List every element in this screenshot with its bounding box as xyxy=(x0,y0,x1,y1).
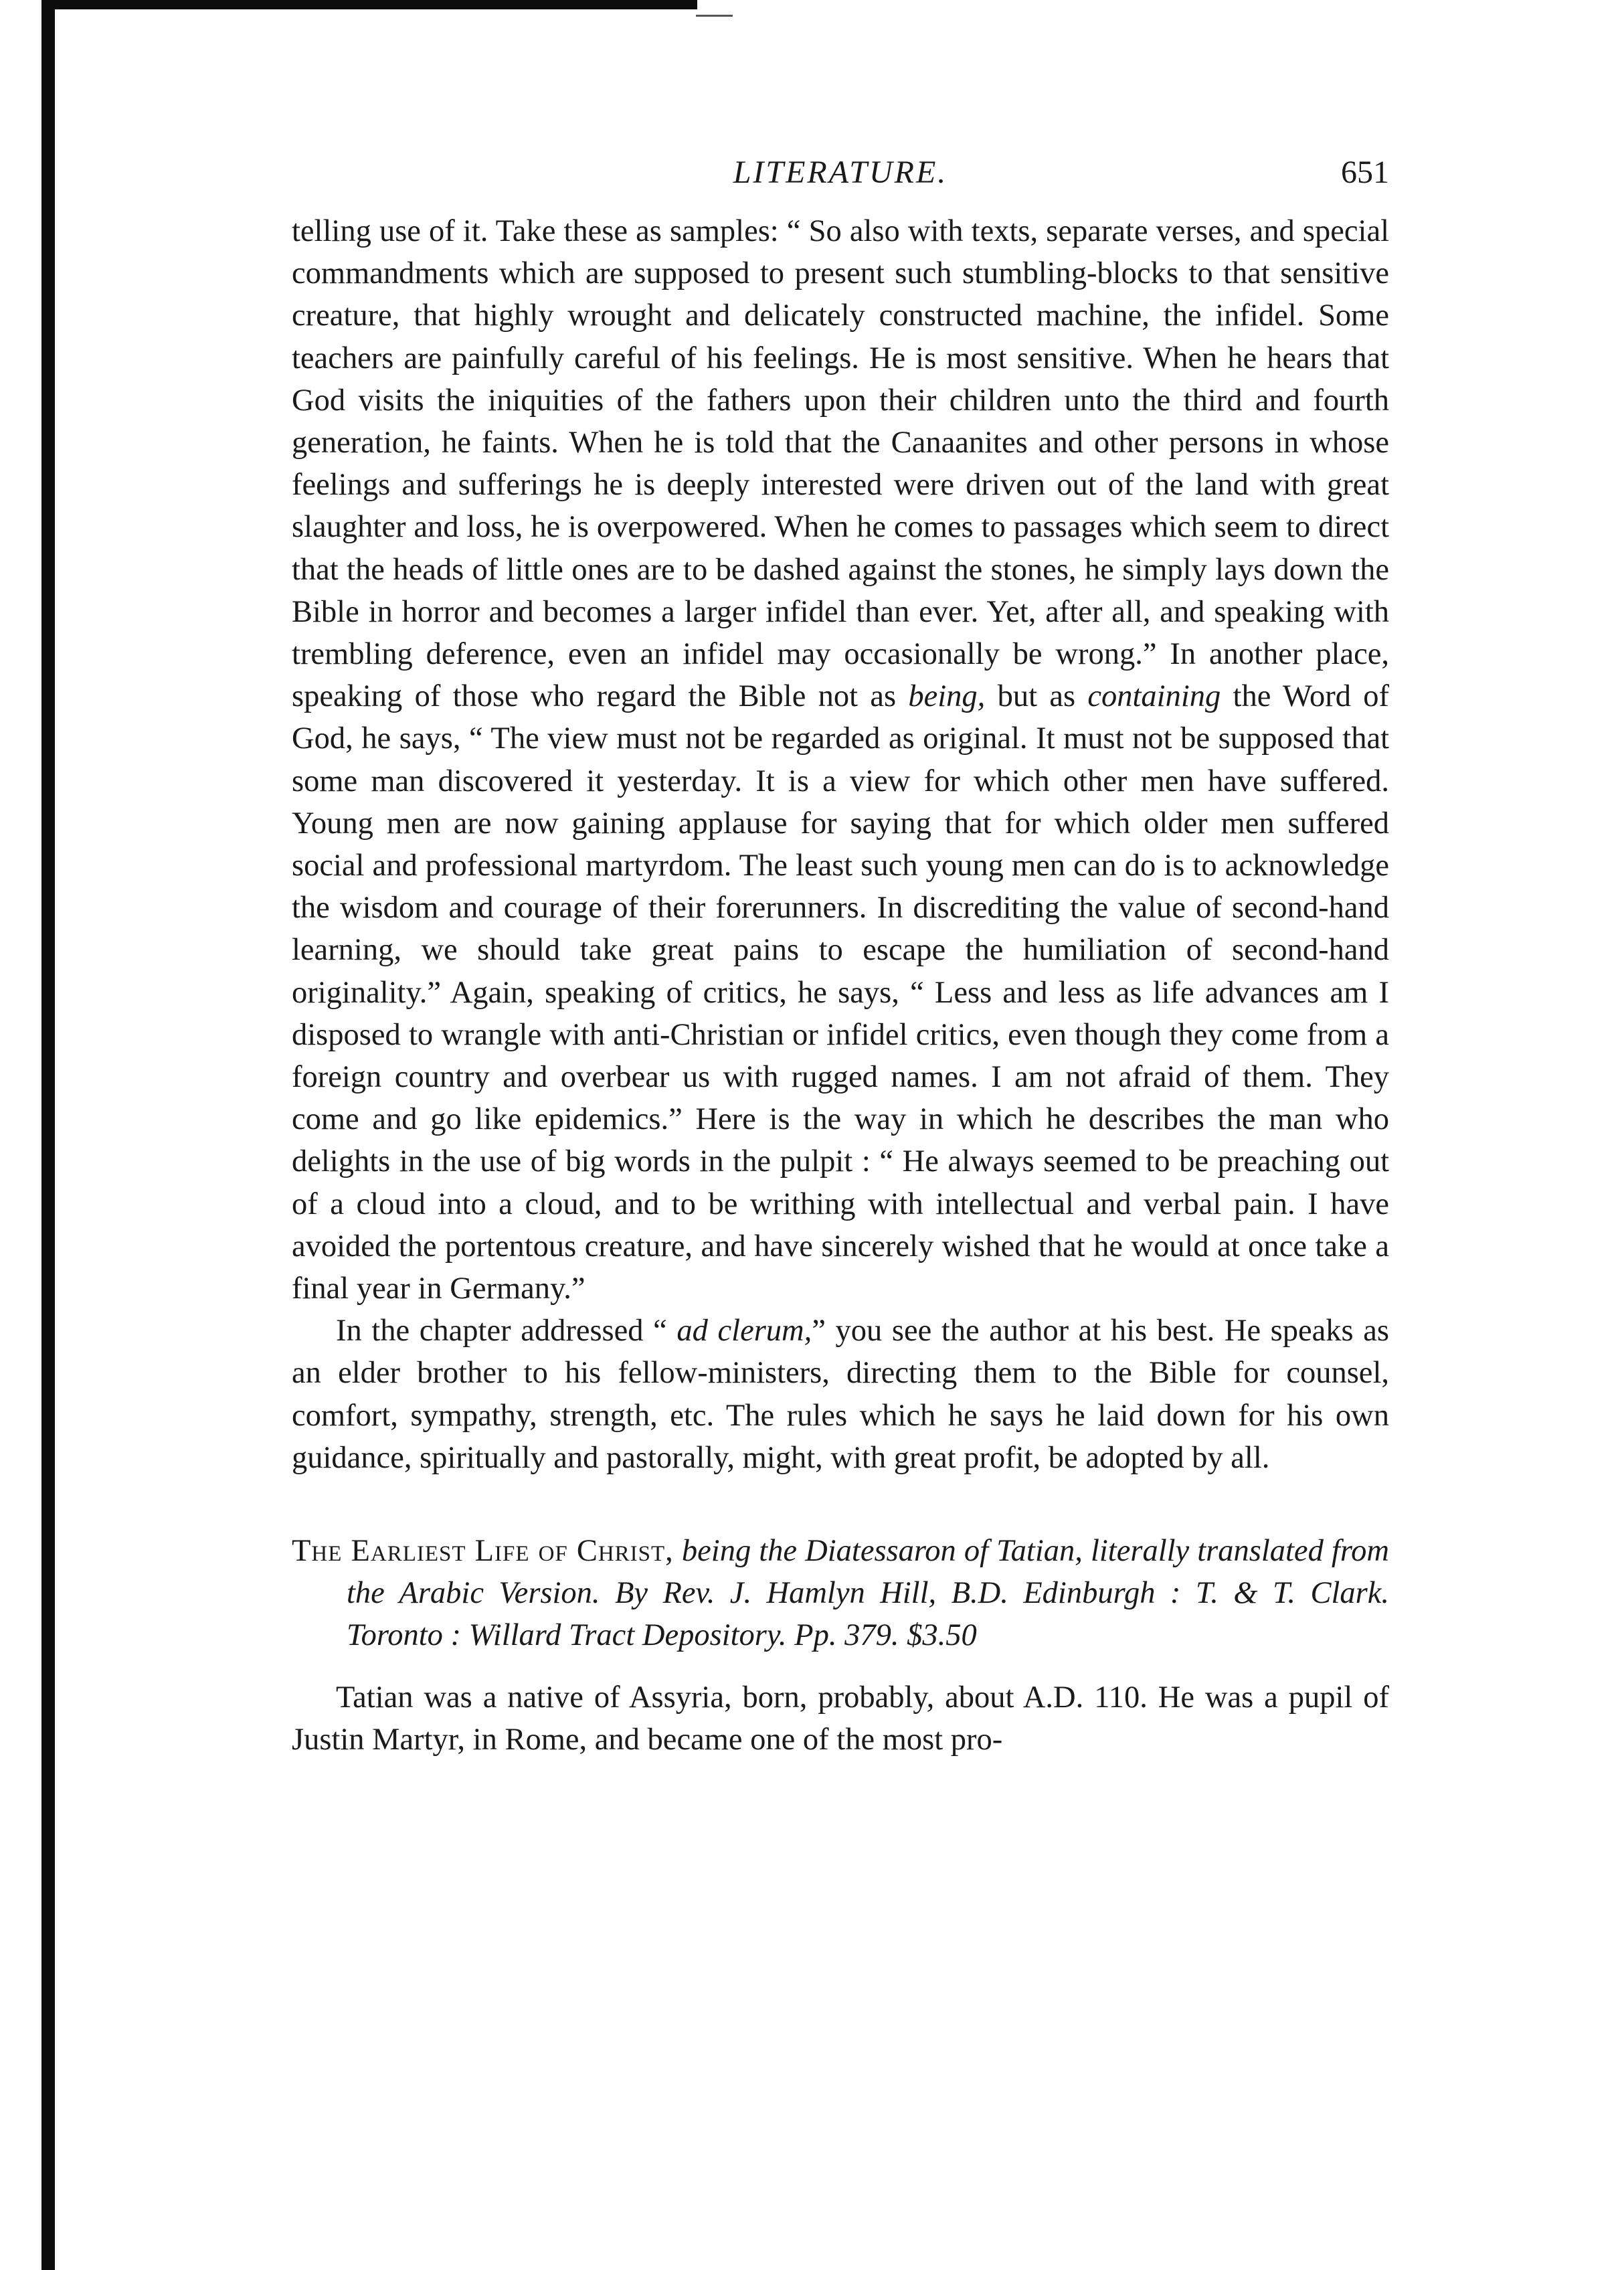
book-page xyxy=(292,154,1389,1792)
italic-word: being, xyxy=(908,679,986,714)
text-run: ” you see the author at his best. He speaks as an elder brother to his fellow-ministers, directing them to the Bible for counsel, comfort, sympathy, strength, etc. The rules which he says he laid down for his own guidance, spiritually and pastorally, might, with great profit, be adopted by all. xyxy=(292,1314,1389,1475)
text-run: In the chapter addressed “ xyxy=(336,1314,677,1348)
page-number: 651 xyxy=(1341,155,1389,190)
text-run: the Word of God, he says, “ The view must not be regarded as original. It must not be supposed that some man discovered it yesterday. It is a view for which other men have suffered. Young men are now gaining applause for saying that for which older men suffered social and professional martyrdom. The least such young men can do is to acknowledge the wisdom and courage of their forerunners. In discrediting the value of second-hand learning, we should take great pains to escape the humiliation of second-hand originality.” Again, speaking of critics, he says, “ Less and less as life advances am I disposed to wrangle with anti-Christian or infidel critics, even though they come from a foreign country and overbear us with rugged names. I am not afraid of them. They come and go like epidemics.” Here is the way in which he describes the man who delights in the use of big words in the pulpit : “ He always seemed to be preaching out of a cloud into a cloud, and to be writhing with intellectual and verbal pain. I have avoided the portentous creature, and have sincerely wished that he would at once take a final year in Germany.” xyxy=(292,679,1390,1306)
book-details: being the Diatessaron of Tatian, literally translated from the Arabic Version. By Rev. J. Hamlyn Hill, B.D. Edinburgh : T. & T. Clark. Toronto : Willard Tract Depository. Pp. 379. $3.50 xyxy=(347,1534,1390,1653)
italic-phrase: ad clerum, xyxy=(676,1314,812,1348)
review-one xyxy=(292,210,1389,1479)
italic-word: containing xyxy=(1087,679,1221,714)
review-two-heading xyxy=(292,1530,1389,1656)
scan-border-top-fragment xyxy=(696,15,733,17)
review-two-paragraph-1: Tatian was a native of Assyria, born, probably, about A.D. 110. He was a pupil of Justin Martyr, in Rome, and became one of the most pro- xyxy=(292,1680,1389,1757)
review-one-paragraph-1 xyxy=(292,210,1389,1310)
text-run: but as xyxy=(985,679,1088,714)
running-title: LITERATURE. xyxy=(733,155,948,190)
running-head xyxy=(292,154,1389,201)
text-run: telling use of it. Take these as samples: “ So also with texts, separate verses, and special commandments which are supposed to present such stumbling-blocks to that sensitive creature, that highly wrought and delicately constructed machine, the infidel. Some teachers are painfully careful of his feelings. He is most sensitive. When he hears that God visits the iniquities of the fathers upon their children unto the third and fourth generation, he faints. When he is told that the Canaanites and other persons in whose feelings and sufferings he is deeply interested were driven out of the land with great slaughter and loss, he is overpowered. When he comes to passages which seem to direct that the heads of little ones are to be dashed against the stones, he simply lays down the Bible in horror and becomes a larger infidel than ever. Yet, after all, and speaking with trembling deference, even an infidel may occasionally be wrong.” In another place, speaking of those who regard the Bible not as xyxy=(292,214,1389,714)
scan-border-top xyxy=(41,0,697,9)
review-one-paragraph-2 xyxy=(292,1310,1389,1479)
book-title: The Earliest Life of Christ, xyxy=(292,1534,674,1569)
scan-border-left xyxy=(41,0,55,2270)
